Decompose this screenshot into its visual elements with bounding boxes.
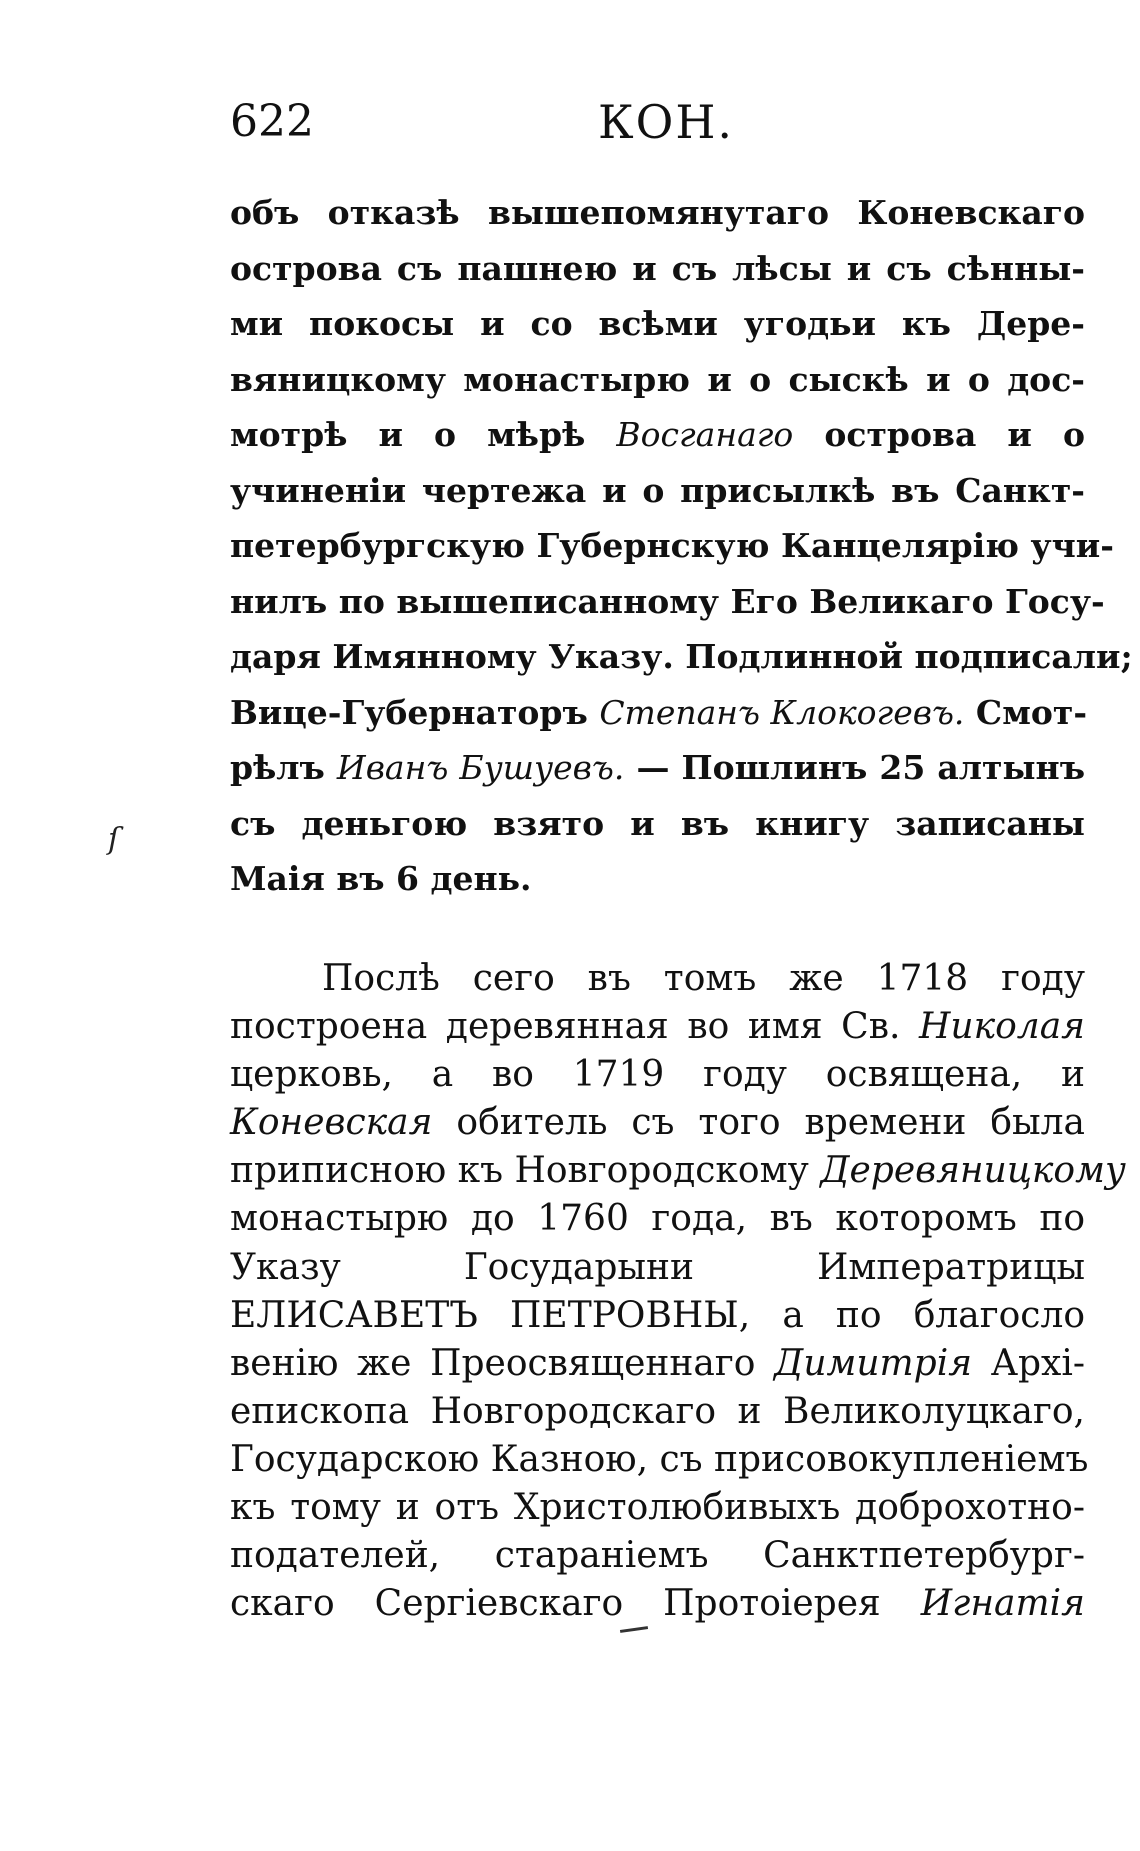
text-line: острова съ пашнею и съ лѣсы и съ сѣнны-	[230, 248, 1085, 288]
text-line: венiю же Преосвященнаго Димитрiя Архi-	[230, 1342, 1085, 1384]
page-header	[230, 92, 1080, 152]
text-line: приписною къ Новгородскому Деревяницкому	[230, 1150, 1126, 1192]
text-line: Вице-Губернаторъ Степанъ Клокогевъ. Смот-	[230, 692, 1088, 732]
text-line: Указу Государыни Императрицы	[230, 1246, 1085, 1288]
text-line: монастырю до 1760 года, въ которомъ по	[230, 1198, 1085, 1240]
text-line: вяницкому монастырю и о сыскѣ и о дос-	[230, 359, 1085, 399]
text-line: скаго Сергiевскаго Протоiерея Игнатiя	[230, 1583, 1085, 1625]
text-line: къ тому и отъ Христолюбивыхъ доброхотно-	[230, 1487, 1085, 1529]
text-line: Государскою Казною, съ присовокупленiемъ	[230, 1438, 1089, 1480]
text-line: даря Имянному Указу. Подлинной подписали;	[230, 637, 1133, 676]
paragraph-1	[230, 185, 1133, 907]
paragraph-2	[230, 955, 1126, 1628]
text-line: ми покосы и со всѣми угодьи къ Дере-	[230, 304, 1085, 343]
text-line: объ отказѣ вышепомянутаго Коневскаго	[230, 193, 1085, 232]
text-line: церковь, а во 1719 году освящена, и	[230, 1054, 1085, 1096]
text-line: нилъ по вышеписанному Его Великаго Госу-	[230, 581, 1105, 621]
running-head: КОН.	[598, 95, 735, 149]
text-line: Маiя въ 6 день.	[230, 859, 532, 898]
text-line: рѣлъ Иванъ Бушуевъ. — Пошлинъ 25 алтынъ	[230, 748, 1086, 787]
text-line: петербургскую Губернскую Канцелярiю учи-	[230, 526, 1114, 565]
text-line: построена деревянная во имя Св. Николая	[230, 1006, 1085, 1048]
text-line: епископа Новгородскаго и Великолуцкаго,	[230, 1390, 1085, 1432]
text-line: Коневская обитель съ того времени была	[230, 1102, 1085, 1144]
text-line: мотрѣ и о мѣрѣ Восганаго острова и о	[230, 415, 1085, 454]
page-number: 622	[230, 96, 314, 147]
margin-mark: ſ	[108, 822, 120, 857]
text-line: подателей, старанiемъ Санктпетербург-	[230, 1535, 1085, 1577]
text-line: учиненiи чертежа и о присылкѣ въ Санкт-	[230, 470, 1085, 510]
text-line: Послѣ сего въ томъ же 1718 году	[322, 958, 1085, 999]
text-line: ЕЛИСАВЕТЪ ПЕТРОВНЫ, а по благосло	[230, 1294, 1085, 1336]
text-line: съ деньгою взято и въ книгу записаны	[230, 803, 1085, 843]
